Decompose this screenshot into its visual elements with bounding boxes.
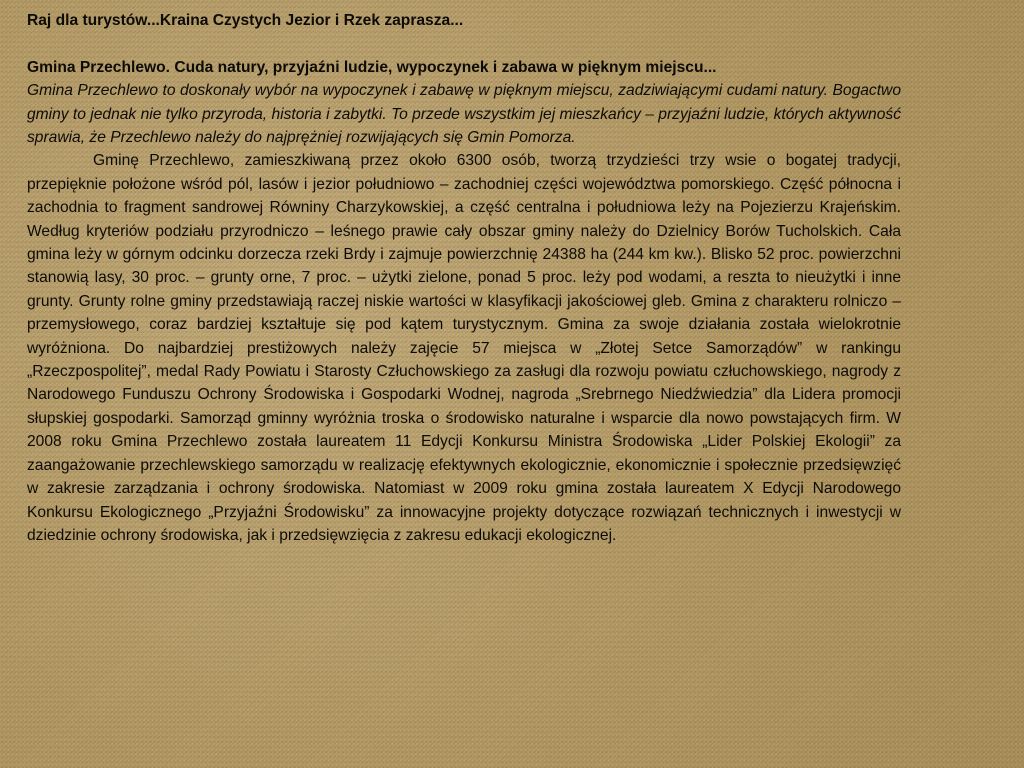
intro-paragraph: Gmina Przechlewo to doskonały wybór na wypoczynek i zabawę w pięknym miejscu, zadziwiającymi cudami natury. Bogactwo gminy to jednak nie tylko przyroda, historia i zabytki. To przede wszystkim jej mieszkańcy – przyjaźni ludzie, których aktywność sprawia, że Przechlewo należy do najprężniej rozwijających się Gmin Pomorza. xyxy=(27,82,901,147)
slide-content xyxy=(27,9,901,547)
slide-title: Raj dla turystów...Kraina Czystych Jezior i Rzek zaprasza... xyxy=(27,12,464,29)
body-paragraph: Gminę Przechlewo, zamieszkiwaną przez około 6300 osób, tworzą trzydzieści trzy wsie o bogatej tradycji, przepięknie położone wśród pól, lasów i jezior południowo – zachodniej części województwa pomorskiego. Część północna i zachodnia to fragment sandrowej Równiny Charzykowskiej, a część centralna i południowa leży na Pojezierzu Krajeńskim. Według kryteriów podziału przyrodniczo – leśnego prawie cały obszar gminy należy do Dzielnicy Borów Tucholskich. Cała gmina leży w górnym odcinku dorzecza rzeki Brdy i zajmuje powierzchnię 24388 ha (244 km kw.). Blisko 52 proc. powierzchni stanowią lasy, 30 proc. – grunty orne, 7 proc. – użytki zielone, ponad 5 proc. leży pod wodami, a reszta to nieużytki i inne grunty. Grunty rolne gminy przedstawiają raczej niskie wartości w klasyfikacji jakościowej gleb. Gmina z charakteru rolniczo – przemysłowego, coraz bardziej kształtuje się pod kątem turystycznym. Gmina za swoje działania została wielokrotnie wyróżniona. Do najbardziej prestiżowych należy zajęcie 57 miejsca w „Złotej Setce Samorządów” w rankingu „Rzeczpospolitej”, medal Rady Powiatu i Starosty Człuchowskiego za zasługi dla rozwoju powiatu człuchowskiego, nagrody z Narodowego Funduszu Ochrony Środowiska i Gospodarki Wodnej, nagroda „Srebrnego Niedźwiedzia” dla Lidera promocji słupskiej gospodarki. Samorząd gminny wyróżnia troska o środowisko naturalne i wsparcie dla nowo powstających firm. W 2008 roku Gmina Przechlewo została laureatem 11 Edycji Konkursu Ministra Środowiska „Lider Polskiej Ekologii” za zaangażowanie przechlewskiego samorządu w realizację efektywnych ekologicznie, ekonomicznie i społecznie przedsięwzięć w zakresie zarządzania i ochrony środowiska. Natomiast w 2009 roku gmina została laureatem X Edycji Narodowego Konkursu Ekologicznego „Przyjaźni Środowisku” za innowacyjne projekty dotyczące rozwiązań technicznych i inwestycji w dziedzinie ochrony środowiska, jak i przedsięwzięcia z zakresu edukacji ekologicznej. xyxy=(27,152,901,544)
slide-subtitle: Gmina Przechlewo. Cuda natury, przyjaźni ludzie, wypoczynek i zabawa w pięknym miejscu... xyxy=(27,58,717,76)
spacer xyxy=(27,32,901,55)
